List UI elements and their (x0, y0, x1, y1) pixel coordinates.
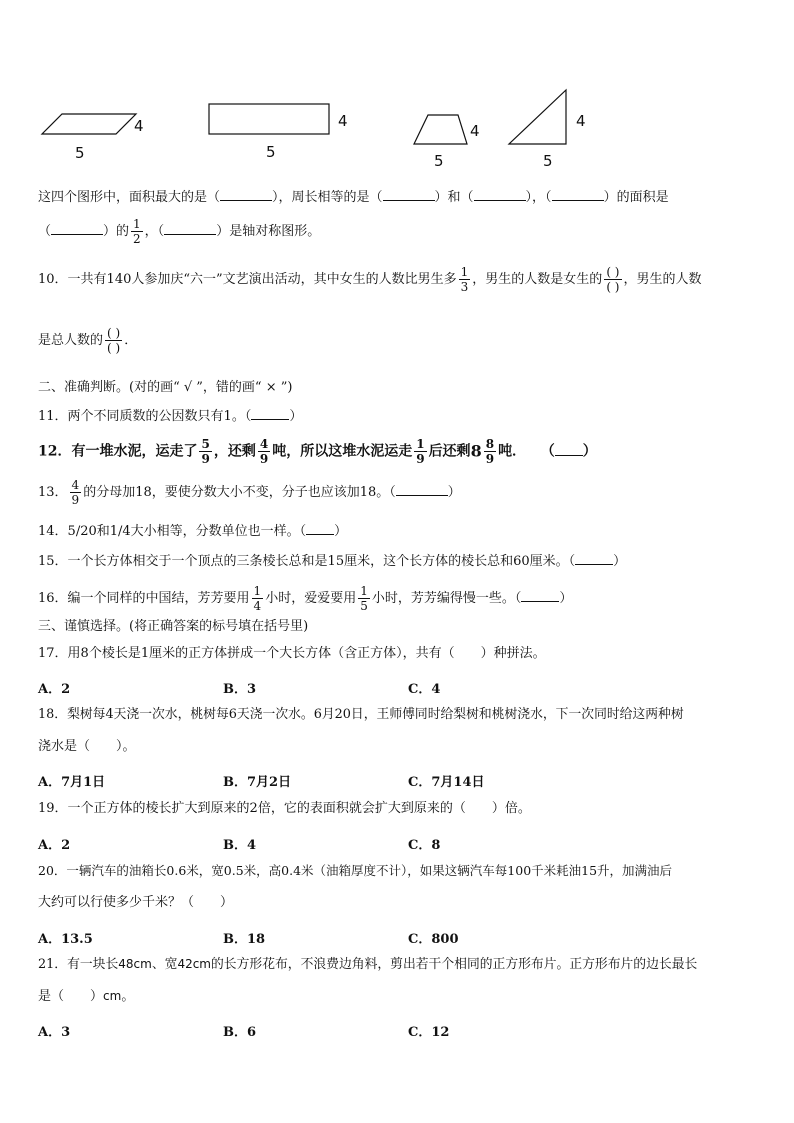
rectangle-figure (209, 104, 329, 134)
section-3-heading: 三、谨慎选择。(将正确答案的标号填在括号里) (38, 619, 309, 634)
triangle-side-label: 4 (576, 112, 586, 130)
q16-fraction-1: $\frac{1}{4}$ (253, 584, 262, 613)
trapezoid-figure (414, 115, 467, 144)
q16: 16．编一个同样的中国结，芳芳要用 $\frac{1}{4}$ 小时，爱爱要用 $\frac{1}{5}$ 小时，芳芳编得慢一些。（ ） (38, 584, 573, 613)
q18-option-a[interactable]: A．7月1日 (38, 775, 106, 790)
q12-fraction-2: $\frac{4}{9}$ (259, 437, 269, 466)
q9-blank-1[interactable] (220, 189, 272, 201)
triangle-figure (509, 90, 566, 144)
q18-line2: 浇水是（ ）。 (38, 739, 136, 754)
q9-blank-3[interactable] (474, 189, 526, 201)
figures-row (0, 0, 794, 180)
q21-line2: 是（ ）cm。 (38, 989, 135, 1004)
q19: 19．一个正方体的棱长扩大到原来的2倍，它的表面积就会扩大到原来的（ ）倍。 (38, 801, 531, 816)
parallelogram-figure (42, 114, 136, 134)
q18-line1: 18．梨树每4天浇一次水，桃树每6天浇一次水。6月20日，王师傅同时给梨树和桃树浇水，下一次同时给这两种树 (38, 707, 684, 722)
rectangle-side-label: 4 (338, 112, 348, 130)
q10-line2: 是总人数的 $\frac{( )}{( )}$ ． (38, 326, 138, 355)
q13-fraction: $\frac{4}{9}$ (71, 478, 80, 507)
q10-answer-fraction-2[interactable]: $\frac{( )}{( )}$ (107, 326, 121, 355)
q9-fraction: $\frac{1}{2}$ (133, 217, 141, 246)
q17-option-a[interactable]: A．2 (38, 682, 71, 697)
q11: 11．两个不同质数的公因数只有1。（ ） (38, 409, 303, 424)
q11-answer-blank[interactable] (251, 408, 289, 420)
triangle-base-label: 5 (543, 152, 553, 170)
parallelogram-base-label: 5 (75, 144, 85, 162)
q14: 14．5/20和1/4大小相等，分数单位也一样。（ ） (38, 524, 348, 539)
q9-blank-2[interactable] (383, 189, 435, 201)
q9-blank-6[interactable] (164, 223, 216, 235)
q20-option-c[interactable]: C．800 (408, 932, 459, 947)
parallelogram-side-label: 4 (134, 117, 144, 135)
section-2-heading: 二、准确判断。(对的画“ √ ”，错的画“ × ”) (38, 380, 293, 395)
rectangle-base-label: 5 (266, 143, 276, 161)
q17: 17．用8个棱长是1厘米的正方体拼成一个大长方体（含正方体），共有（ ）种拼法。 (38, 646, 546, 661)
q10-fraction: $\frac{1}{3}$ (460, 265, 469, 294)
q15-answer-blank[interactable] (575, 553, 613, 565)
q13: 13． $\frac{4}{9}$ 的分母加18，要使分数大小不变，分子也应该加18。（ ） (38, 478, 461, 507)
q19-option-b[interactable]: B．4 (223, 838, 257, 853)
q12-fraction-1: $\frac{5}{9}$ (201, 437, 210, 466)
q9-blank-5[interactable] (51, 223, 103, 235)
q12-fraction-3: $\frac{1}{9}$ (416, 437, 425, 466)
q9-line2: （ ）的 $\frac{1}{2}$ ，（ ）是轴对称图形。 (38, 217, 321, 246)
q17-option-b[interactable]: B．3 (223, 682, 257, 697)
q14-answer-blank[interactable] (306, 523, 334, 535)
trapezoid-base-label: 5 (434, 152, 444, 170)
q15: 15．一个长方体相交于一个顶点的三条棱长总和是15厘米，这个长方体的棱长总和60厘米。（ ） (38, 554, 627, 569)
q12-answer-blank[interactable] (555, 444, 583, 456)
q20-option-a[interactable]: A．13.5 (38, 932, 93, 947)
q13-answer-blank[interactable] (396, 484, 448, 496)
q16-fraction-2: $\frac{1}{5}$ (360, 584, 368, 613)
q21-line1: 21．有一块长48cm、宽42cm的长方形花布，不浪费边角料，剪出若干个相同的正方形布片。正方形布片的边长最长 (38, 957, 698, 972)
q9-blank-4[interactable] (552, 189, 604, 201)
q12: 12．有一堆水泥，运走了 $\frac{5}{9}$ ，还剩 $\frac{4}{9}$ 吨，所以这堆水泥运走 $\frac{1}{9}$ 后还剩8 $\frac{8}{9}$ 吨． （ ） (38, 437, 597, 466)
q18-option-c[interactable]: C．7月14日 (408, 775, 485, 790)
q21-option-c[interactable]: C．12 (408, 1025, 450, 1040)
q12-mixed-whole: 8 (470, 441, 482, 461)
trapezoid-side-label: 4 (470, 122, 480, 140)
q19-option-c[interactable]: C．8 (408, 838, 441, 853)
q18-option-b[interactable]: B．7月2日 (223, 775, 292, 790)
q12-fraction-4: $\frac{8}{9}$ (485, 437, 495, 466)
q20-line1: 20．一辆汽车的油箱长0.6米，宽0.5米，高0.4米（油箱厚度不计），如果这辆汽车每100千米耗油15升，加满油后 (38, 863, 673, 878)
q19-option-a[interactable]: A．2 (38, 838, 71, 853)
q16-answer-blank[interactable] (521, 590, 559, 602)
q10-line1: 10．一共有140人参加庆“六一”文艺演出活动，其中女生的人数比男生多 $\frac{1}{3}$ ，男生的人数是女生的 $\frac{( )}{( )}$ ，男生的人数 (38, 265, 702, 294)
q10-answer-fraction-1[interactable]: $\frac{( )}{( )}$ (606, 265, 620, 294)
q9-line1: 这四个图形中，面积最大的是（ ），周长相等的是（ ）和（ ），（ ）的面积是 (38, 190, 669, 205)
q21-option-a[interactable]: A．3 (38, 1025, 71, 1040)
q21-option-b[interactable]: B．6 (223, 1025, 257, 1040)
q20-line2: 大约可以行使多少千米？（ ） (38, 895, 234, 910)
q20-option-b[interactable]: B．18 (223, 932, 266, 947)
q17-option-c[interactable]: C．4 (408, 682, 441, 697)
